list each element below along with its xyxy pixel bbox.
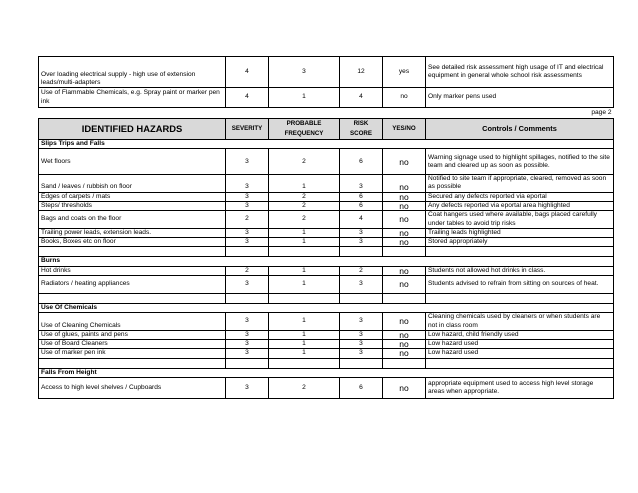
table-row: [39, 192, 614, 201]
yes-no-cell: no: [383, 238, 426, 247]
risk-score-cell: 12: [340, 57, 383, 88]
table-row: [39, 238, 614, 247]
frequency-cell: 2: [269, 211, 340, 229]
risk-score-cell: 3: [340, 229, 383, 238]
severity-cell: 3: [226, 313, 269, 331]
controls-cell: Trailing leads highlighted: [426, 229, 614, 238]
controls-cell: appropriate equipment used to access high level storage areas when appropriate.: [426, 377, 614, 398]
severity-cell: 3: [226, 377, 269, 398]
controls-cell: Coat hangers used where available, bags placed carefully under tables to avoid trip risks: [426, 211, 614, 229]
controls-cell: Low hazard used: [426, 349, 614, 358]
frequency-cell: 1: [269, 349, 340, 358]
controls-cell: Low hazard used: [426, 340, 614, 349]
frequency-cell: 1: [269, 313, 340, 331]
section-title: Burns: [39, 257, 614, 266]
table-row: [39, 349, 614, 358]
yes-no-cell: no: [383, 266, 426, 275]
controls-cell: Cleaning chemicals used by cleaners or when students are not in class room: [426, 313, 614, 331]
header-yes-no: YES/NO: [383, 119, 426, 140]
blank-row: [39, 358, 614, 368]
table-row: [39, 201, 614, 210]
header-controls: Controls / Comments: [426, 119, 614, 140]
blank-row: [39, 247, 614, 257]
yes-no-cell: no: [383, 331, 426, 340]
yes-no-cell: no: [383, 340, 426, 349]
table-row: [39, 266, 614, 275]
hazard-cell: Hot drinks: [39, 266, 226, 275]
table-row: [39, 57, 614, 88]
yes-no-cell: no: [383, 149, 426, 175]
risk-score-cell: 6: [340, 149, 383, 175]
blank-row: [39, 293, 614, 303]
frequency-cell: 2: [269, 201, 340, 210]
controls-cell: Low hazard, child friendly used: [426, 331, 614, 340]
controls-cell: Any defects reported via eportal area highlighted: [426, 201, 614, 210]
risk-score-cell: 4: [340, 88, 383, 108]
severity-cell: 3: [226, 201, 269, 210]
severity-cell: 3: [226, 275, 269, 293]
header-severity: SEVERITY: [226, 119, 269, 140]
severity-cell: 3: [226, 229, 269, 238]
header-risk-line2: SCORE: [349, 130, 372, 137]
hazard-cell: Books, Boxes etc on floor: [39, 238, 226, 247]
risk-score-cell: 3: [340, 340, 383, 349]
hazard-cell: Radiators / heating appliances: [39, 275, 226, 293]
risk-score-cell: 6: [340, 192, 383, 201]
table-header: [39, 119, 614, 140]
frequency-cell: 1: [269, 331, 340, 340]
hazard-cell: Use of glues, paints and pens: [39, 331, 226, 340]
yes-no-cell: no: [383, 275, 426, 293]
table-row: [39, 331, 614, 340]
risk-score-cell: 3: [340, 275, 383, 293]
severity-cell: 3: [226, 349, 269, 358]
frequency-cell: 2: [269, 192, 340, 201]
table-row: [39, 313, 614, 331]
hazard-cell: Over loading electrical supply - high use of extension leads/multi-adapters: [39, 57, 226, 88]
yes-no-cell: no: [383, 88, 426, 108]
frequency-cell: 1: [269, 175, 340, 192]
hazard-cell: Edges of carpets / mats: [39, 192, 226, 201]
controls-cell: Only marker pens used: [426, 88, 614, 108]
table-row: [39, 275, 614, 293]
controls-cell: Stored appropriately: [426, 238, 614, 247]
hazard-cell: Use of marker pen ink: [39, 349, 226, 358]
table-row: [39, 377, 614, 398]
severity-cell: 2: [226, 211, 269, 229]
controls-cell: Secured any defects reported via eportal: [426, 192, 614, 201]
yes-no-cell: no: [383, 201, 426, 210]
section-title: Use Of Chemicals: [39, 303, 614, 312]
severity-cell: 3: [226, 238, 269, 247]
frequency-cell: 3: [269, 57, 340, 88]
table-row: [39, 175, 614, 192]
hazard-cell: Sand / leaves / rubbish on floor: [39, 175, 226, 192]
table-row: [39, 229, 614, 238]
frequency-cell: 1: [269, 229, 340, 238]
severity-cell: 3: [226, 149, 269, 175]
yes-no-cell: no: [383, 229, 426, 238]
page-label: page 2: [39, 108, 614, 119]
hazard-cell: Use of Board Cleaners: [39, 340, 226, 349]
yes-no-cell: no: [383, 192, 426, 201]
severity-cell: 4: [226, 57, 269, 88]
section-title: Slips Trips and Falls: [39, 140, 614, 149]
risk-assessment-table: [38, 56, 614, 399]
hazard-cell: Use of Flammable Chemicals, e.g. Spray paint or marker pen ink: [39, 88, 226, 108]
risk-score-cell: 3: [340, 175, 383, 192]
header-hazards: IDENTIFIED HAZARDS: [39, 119, 226, 140]
severity-cell: 4: [226, 88, 269, 108]
severity-cell: 3: [226, 340, 269, 349]
yes-no-cell: no: [383, 349, 426, 358]
table-row: [39, 340, 614, 349]
yes-no-cell: no: [383, 377, 426, 398]
risk-score-cell: 3: [340, 238, 383, 247]
risk-score-cell: 6: [340, 201, 383, 210]
yes-no-cell: no: [383, 313, 426, 331]
controls-cell: See detailed risk assessment high usage of IT and electrical equipment in general whole school risk assessments: [426, 57, 614, 88]
frequency-cell: 1: [269, 266, 340, 275]
hazard-cell: Access to high level shelves / Cupboards: [39, 377, 226, 398]
header-frequency: [269, 119, 340, 140]
hazard-cell: Wet floors: [39, 149, 226, 175]
risk-score-cell: 4: [340, 211, 383, 229]
risk-score-cell: 2: [340, 266, 383, 275]
frequency-cell: 1: [269, 238, 340, 247]
section-title: Falls From Height: [39, 368, 614, 377]
yes-no-cell: no: [383, 175, 426, 192]
header-risk-line1: RISK: [353, 120, 369, 127]
table-row: [39, 149, 614, 175]
hazard-cell: Use of Cleaning Chemicals: [39, 313, 226, 331]
header-risk-score: [340, 119, 383, 140]
severity-cell: 3: [226, 175, 269, 192]
risk-score-cell: 3: [340, 313, 383, 331]
controls-cell: Warning signage used to highlight spillages, notified to the site team and cleared up as soon as possible.: [426, 149, 614, 175]
risk-score-cell: 6: [340, 377, 383, 398]
controls-cell: Students advised to refrain from sitting on sources of heat.: [426, 275, 614, 293]
yes-no-cell: yes: [383, 57, 426, 88]
severity-cell: 3: [226, 331, 269, 340]
table-row: [39, 211, 614, 229]
header-frequency-line1: PROBABLE: [286, 120, 322, 127]
frequency-cell: 1: [269, 88, 340, 108]
hazard-cell: Steps/ thresholds: [39, 201, 226, 210]
controls-cell: Students not allowed hot drinks in class.: [426, 266, 614, 275]
frequency-cell: 2: [269, 149, 340, 175]
risk-score-cell: 3: [340, 349, 383, 358]
yes-no-cell: no: [383, 211, 426, 229]
severity-cell: 2: [226, 266, 269, 275]
severity-cell: 3: [226, 192, 269, 201]
frequency-cell: 1: [269, 275, 340, 293]
header-frequency-line2: FREQUENCY: [284, 130, 324, 137]
frequency-cell: 2: [269, 377, 340, 398]
controls-cell: Notified to site team if appropriate, cleared, removed as soon as possible: [426, 175, 614, 192]
risk-score-cell: 3: [340, 331, 383, 340]
hazard-cell: Trailing power leads, extension leads.: [39, 229, 226, 238]
hazard-cell: Bags and coats on the floor: [39, 211, 226, 229]
frequency-cell: 1: [269, 340, 340, 349]
table-row: [39, 88, 614, 108]
